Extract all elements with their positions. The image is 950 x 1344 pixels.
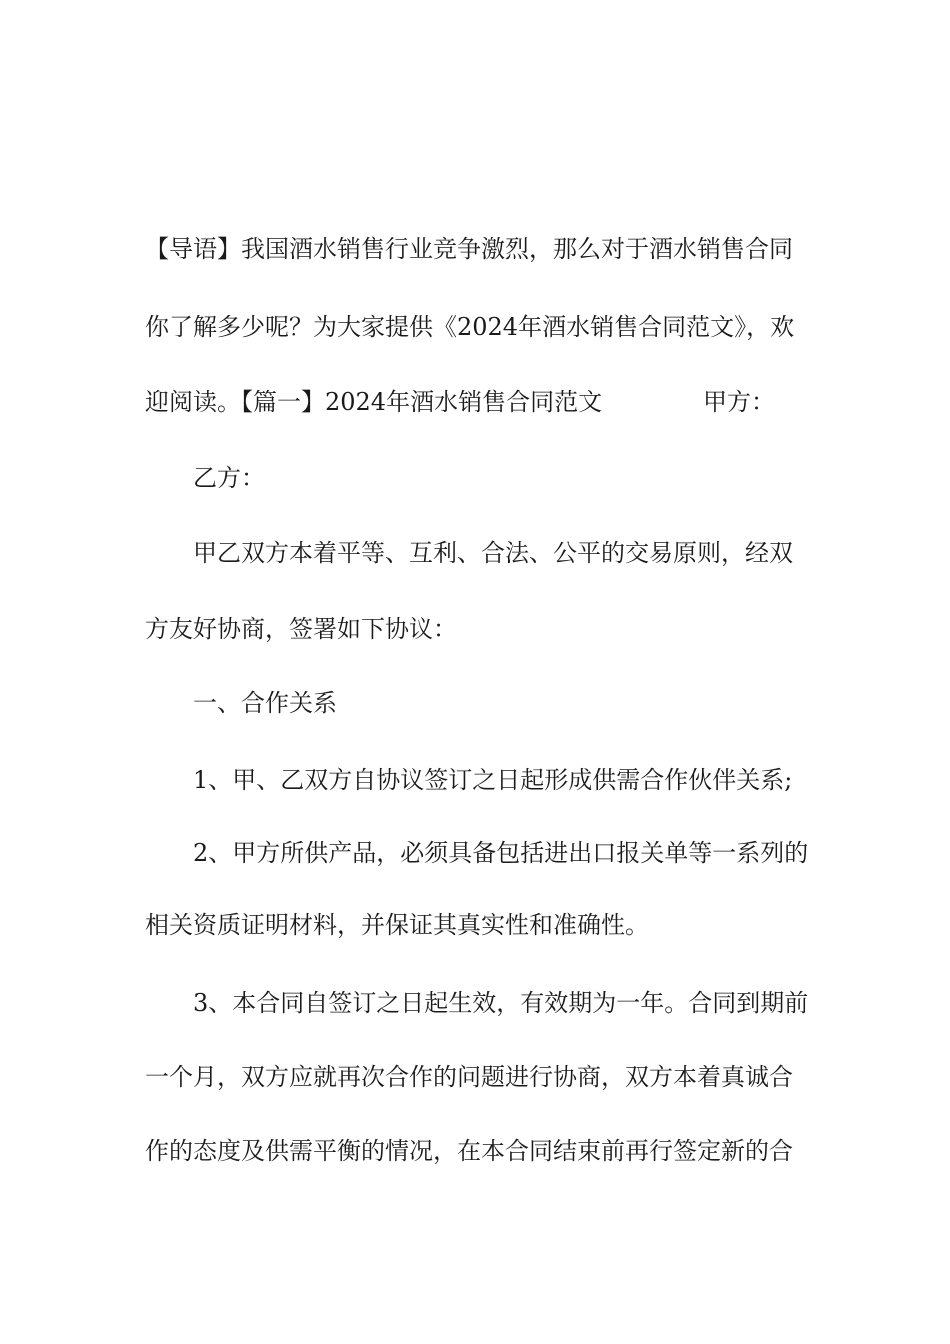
clause-3-line-2: 一个月，双方应就再次合作的问题进行协商，双方本着真诚合	[145, 1063, 793, 1091]
section-heading-cooperation: 一、合作关系	[193, 689, 337, 717]
clause-2-line-2: 相关资质证明材料，并保证其真实性和准确性。	[145, 911, 649, 939]
party-a-label: 甲方：	[703, 388, 775, 416]
text-line-principle-2: 方友好协商，签署如下协议：	[145, 615, 457, 643]
clause-3-line-3: 作的态度及供需平衡的情况，在本合同结束前再行签定新的合	[145, 1137, 793, 1165]
clause-2-line-1: 2、甲方所供产品，必须具备包括进出口报关单等一系列的	[193, 839, 809, 867]
party-b-label: 乙方：	[193, 464, 265, 492]
text-line-intro-1: 【导语】我国酒水销售行业竞争激烈，那么对于酒水销售合同	[145, 235, 793, 263]
clause-3-line-1: 3、本合同自签订之日起生效，有效期为一年。合同到期前	[193, 989, 809, 1017]
clause-1: 1、甲、乙双方自协议签订之日起形成供需合作伙伴关系;	[193, 766, 793, 794]
text-line-intro-3: 迎阅读。【篇一】2024年酒水销售合同范文	[145, 388, 603, 416]
text-line-intro-2: 你了解多少呢？为大家提供《2024年酒水销售合同范文》，欢	[145, 313, 795, 341]
text-line-principle-1: 甲乙双方本着平等、互利、合法、公平的交易原则，经双	[193, 539, 793, 567]
